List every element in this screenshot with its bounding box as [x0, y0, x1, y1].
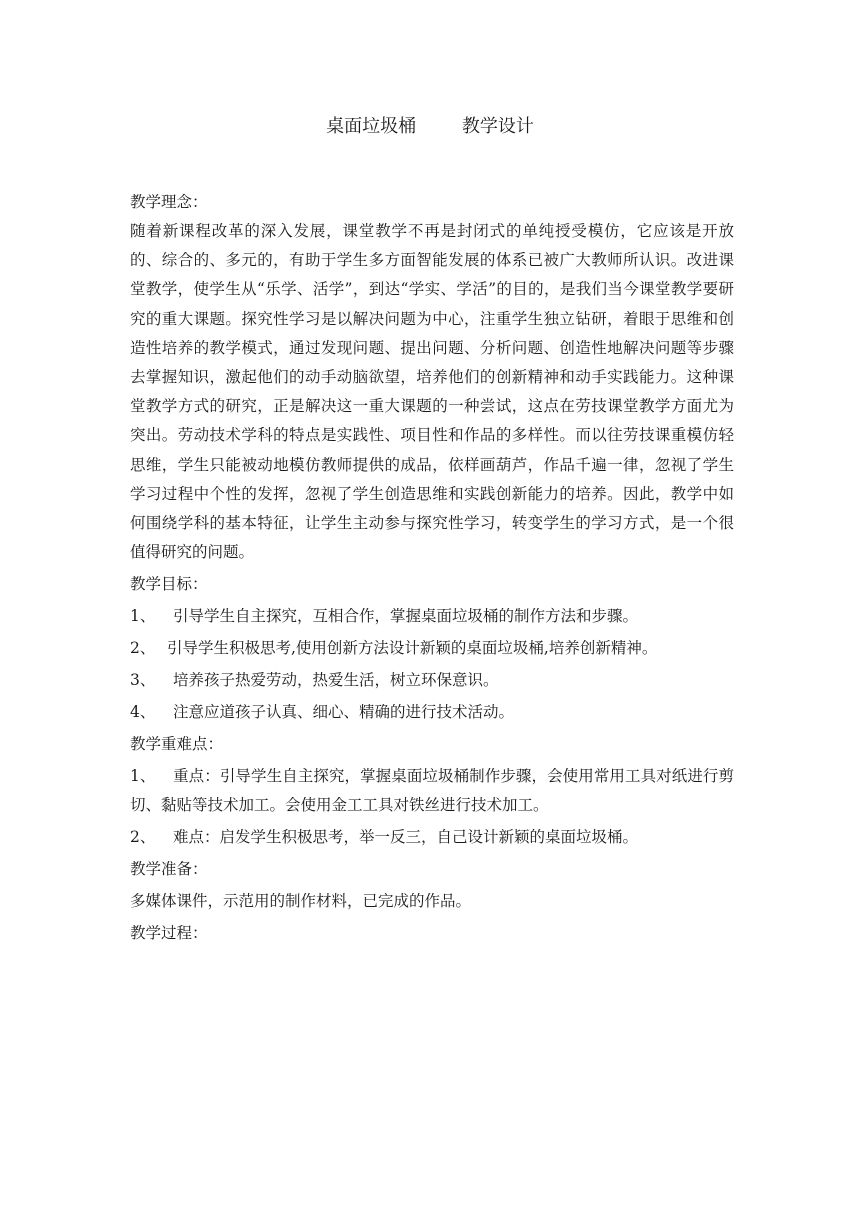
goal-text: 注意应道孩子认真、细心、精确的进行技术活动。 — [173, 703, 515, 722]
key-point-number: 1、 — [130, 767, 156, 786]
goal-number: 1、 — [130, 607, 156, 626]
key-point-number: 2、 — [130, 828, 156, 847]
goal-item — [130, 634, 734, 663]
philosophy-paragraph: 随着新课程改革的深入发展，课堂教学不再是封闭式的单纯授受模仿，它应该是开放的、综合的、多元的，有助于学生多方面智能发展的体系已被广大教师所认识。改进课堂教学，使学生从“乐学、活学”，到达“学实、学活”的目的，是我们当今课堂教学要研究的重大课题。探究性学习是以解决问题为中心，注重学生独立钻研，着眼于思维和创造性培养的教学模式，通过发现问题、提出问题、分析问题、创造性地解决问题等步骤去掌握知识，激起他们的动手动脑欲望，培养他们的创新精神和动手实践能力。这种课堂教学方式的研究，正是解决这一重大课题的一种尝试，这点在劳技课堂教学方面尤为突出。劳动技术学科的特点是实践性、项目性和作品的多样性。而以往劳技课重模仿轻思维，学生只能被动地模仿教师提供的成品，依样画葫芦，作品千遍一律，忽视了学生学习过程中个性的发挥，忽视了学生创造思维和实践创新能力的培养。因此，教学中如何围绕学科的基本特征，让学生主动参与探究性学习，转变学生的学习方式，是一个很值得研究的问题。 — [130, 222, 734, 562]
goal-item — [130, 602, 734, 631]
goal-text: 引导学生自主探究，互相合作，掌握桌面垃圾桶的制作方法和步骤。 — [173, 607, 639, 626]
goal-number: 4、 — [130, 703, 156, 722]
goal-number: 3、 — [130, 671, 156, 690]
goal-text: 培养孩子热爱劳动，热爱生活，树立环保意识。 — [173, 671, 499, 690]
preparation-text: 多媒体课件，示范用的制作材料，已完成的作品。 — [130, 892, 472, 911]
goals-heading: 教学目标： — [130, 575, 208, 594]
key-point-text: 难点：启发学生积极思考，举一反三，自己设计新颖的桌面垃圾桶。 — [173, 828, 639, 847]
document-body — [130, 188, 734, 948]
key-points-heading: 教学重难点： — [130, 735, 224, 754]
goal-text: 引导学生积极思考,使用创新方法设计新颖的桌面垃圾桶,培养创新精神。 — [167, 639, 658, 658]
goal-item — [130, 698, 734, 727]
key-point-item — [130, 762, 734, 820]
goal-item — [130, 666, 734, 695]
key-point-item — [130, 823, 734, 852]
preparation-heading: 教学准备： — [130, 860, 208, 879]
key-point-text: 重点：引导学生自主探究，掌握桌面垃圾桶制作步骤，会使用常用工具对纸进行剪切、黏贴等技术加工。会使用金工工具对铁丝进行技术加工。 — [130, 767, 734, 815]
goal-number: 2、 — [130, 639, 156, 658]
process-heading: 教学过程： — [130, 924, 208, 943]
document-title: 桌面垃圾桶 教学设计 — [326, 116, 534, 137]
philosophy-heading: 教学理念： — [130, 193, 208, 211]
